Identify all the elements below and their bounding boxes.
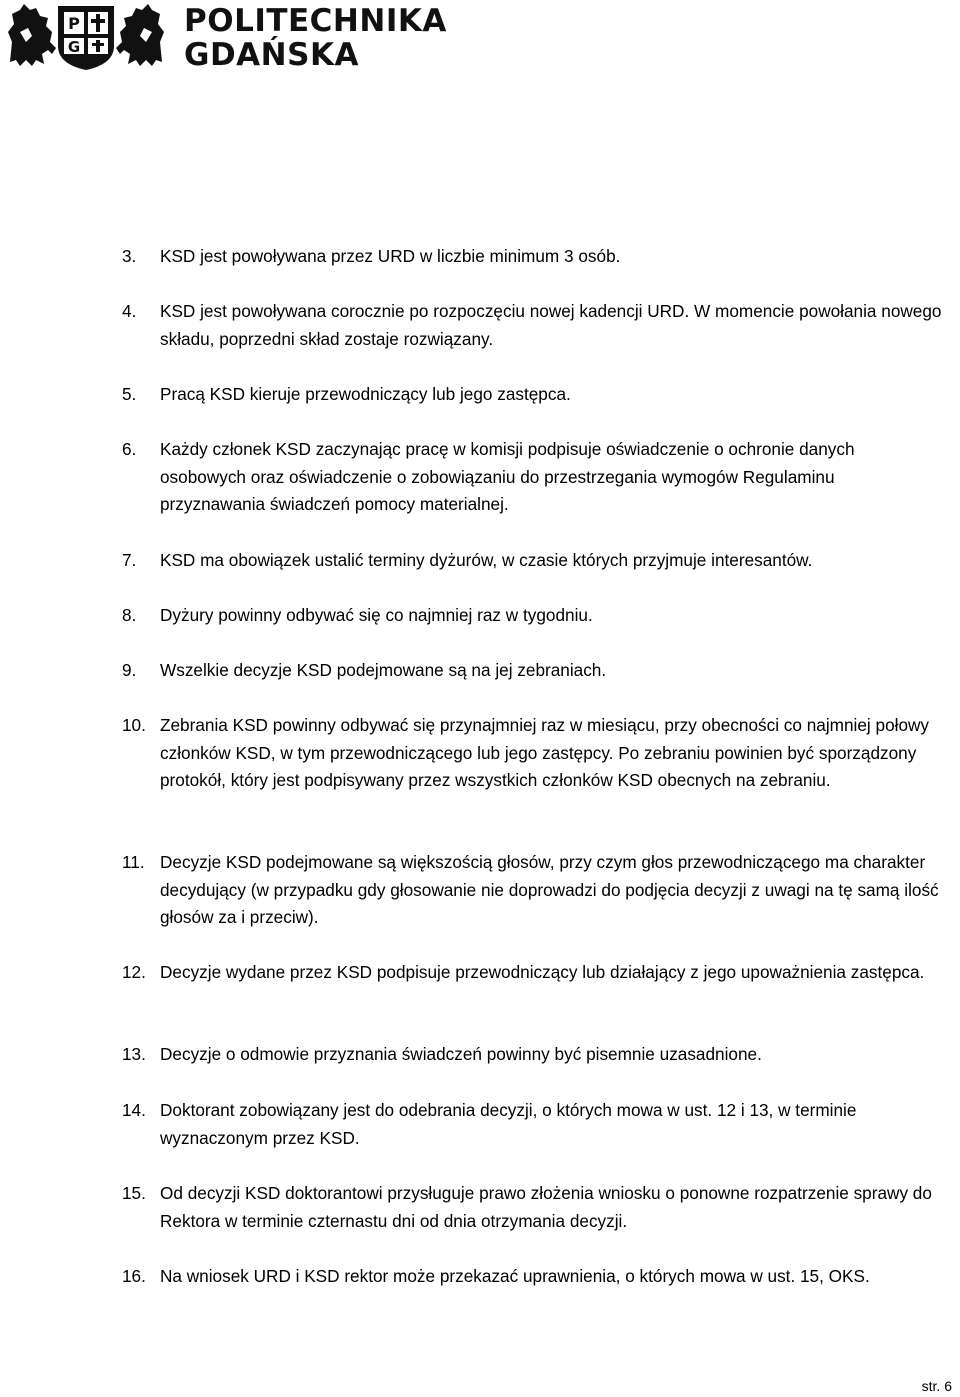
- page-number: str. 6: [921, 1378, 952, 1394]
- item-number: 5.: [122, 384, 137, 404]
- list-item: [122, 436, 942, 519]
- list-item: [122, 959, 942, 987]
- list-item: [122, 1097, 942, 1152]
- emblem-letter-p: P: [68, 14, 80, 33]
- list-item: [122, 298, 942, 353]
- item-text: Pracą KSD kieruje przewodniczący lub jego zastępca.: [160, 384, 571, 404]
- item-number: 4.: [122, 301, 137, 321]
- item-number: 15.: [122, 1183, 146, 1203]
- item-text: KSD ma obowiązek ustalić terminy dyżurów, w czasie których przyjmuje interesantów.: [160, 550, 813, 570]
- university-emblem-icon: [6, 2, 166, 72]
- item-number: 12.: [122, 962, 146, 982]
- item-number: 8.: [122, 605, 137, 625]
- university-wordmark: [184, 4, 447, 72]
- item-text: Dyżury powinny odbywać się co najmniej raz w tygodniu.: [160, 605, 593, 625]
- list-item: [122, 1041, 942, 1069]
- list-item: [122, 1263, 942, 1291]
- item-text: KSD jest powoływana corocznie po rozpoczęciu nowej kadencji URD. W momencie powołania nowego składu, poprzedni skład zostaje rozwiązany.: [160, 301, 942, 349]
- list-item: [122, 547, 942, 575]
- item-text: KSD jest powoływana przez URD w liczbie minimum 3 osób.: [160, 246, 621, 266]
- item-number: 9.: [122, 660, 137, 680]
- emblem-letter-g: G: [67, 38, 81, 56]
- item-number: 10.: [122, 715, 146, 735]
- item-text: Na wniosek URD i KSD rektor może przekazać uprawnienia, o których mowa w ust. 15, OKS.: [160, 1266, 870, 1286]
- item-text: Decyzje o odmowie przyznania świadczeń powinny być pisemnie uzasadnione.: [160, 1044, 762, 1064]
- item-number: 3.: [122, 246, 137, 266]
- item-text: Decyzje wydane przez KSD podpisuje przewodniczący lub działający z jego upoważnienia zastępca.: [160, 962, 925, 982]
- item-text: Od decyzji KSD doktorantowi przysługuje prawo złożenia wniosku o ponowne rozpatrzenie sprawy do Rektora w terminie czternastu dni od dnia otrzymania decyzji.: [160, 1183, 932, 1231]
- wordmark-line-2: GDAŃSKA: [184, 37, 359, 73]
- item-text: Każdy członek KSD zaczynając pracę w komisji podpisuje oświadczenie o ochronie danych osobowych oraz oświadczenie o zobowiązaniu do przestrzegania wymogów Regulaminu przyznawania świadczeń pomocy materialnej.: [160, 439, 855, 514]
- item-number: 7.: [122, 550, 137, 570]
- item-number: 14.: [122, 1100, 146, 1120]
- item-text: Zebrania KSD powinny odbywać się przynajmniej raz w miesiącu, przy obecności co najmniej połowy członków KSD, w tym przewodniczącego lub jego zastępcy. Po zebraniu powinien być sporządzony protokół, który jest podpisywany przez wszystkich członków KSD obecnych na zebraniu.: [160, 715, 930, 790]
- item-text: Doktorant zobowiązany jest do odebrania decyzji, o których mowa w ust. 12 i 13, w terminie wyznaczonym przez KSD.: [160, 1100, 857, 1148]
- wordmark-line-1: POLITECHNIKA: [184, 3, 447, 39]
- item-number: 16.: [122, 1266, 146, 1286]
- list-item: [122, 657, 942, 685]
- list-item: [122, 243, 942, 271]
- list-item: [122, 381, 942, 409]
- item-number: 13.: [122, 1044, 146, 1064]
- list-item: [122, 1180, 942, 1235]
- item-number: 6.: [122, 439, 137, 459]
- item-number: 11.: [122, 852, 145, 872]
- list-item: [122, 602, 942, 630]
- university-logo: [6, 2, 447, 74]
- list-item: [122, 712, 942, 795]
- list-item: [122, 849, 942, 932]
- item-text: Decyzje KSD podejmowane są większością głosów, przy czym głos przewodniczącego ma charakter decydujący (w przypadku gdy głosowanie nie doprowadzi do podjęcia decyzji z uwagi na tę samą ilość głosów za i przeciw).: [160, 852, 939, 927]
- item-text: Wszelkie decyzje KSD podejmowane są na jej zebraniach.: [160, 660, 607, 680]
